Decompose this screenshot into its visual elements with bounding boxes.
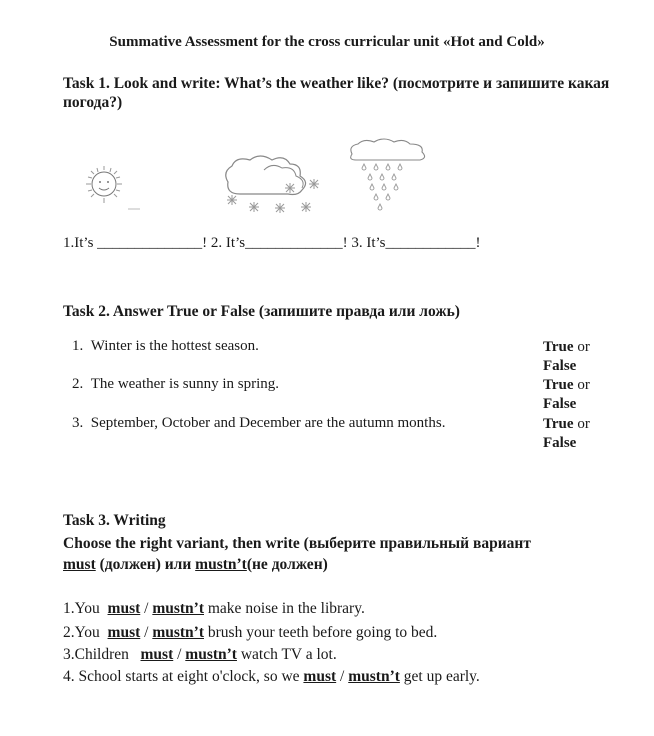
cloud-rain-icon xyxy=(344,138,434,220)
exercise-line: 2.You must / mustn’t brush your teeth before going to bed. xyxy=(63,624,438,641)
list-item: 3. September, October and December are the autumn months. xyxy=(72,415,446,431)
exercise-line: 1.You must / mustn’t make noise in the library. xyxy=(63,600,365,617)
exercise-line: 4. School starts at eight o'clock, so we must / mustn’t get up early. xyxy=(63,668,480,685)
true-false-choice: True or False xyxy=(543,416,590,451)
list-item: 1. Winter is the hottest season. xyxy=(72,338,259,354)
task1-heading: Task 1. Look and write: What’s the weather like? (посмотрите и запишите какая погода?) xyxy=(63,75,610,111)
exercise-line: 3.Children must / mustn’t watch TV a lot. xyxy=(63,646,337,663)
sun-icon xyxy=(80,158,142,216)
true-false-choice: True or False xyxy=(543,377,590,412)
cloud-snow-icon xyxy=(218,150,328,220)
task3-instruction: Choose the right variant, then write (выберите правильный вариант must (должен) или mustn’t(не должен) xyxy=(63,535,531,573)
task3-heading: Task 3. Writing xyxy=(63,512,166,529)
task2-heading: Task 2. Answer True or False (запишите правда или ложь) xyxy=(63,303,460,320)
page-title: Summative Assessment for the cross curricular unit «Hot and Cold» xyxy=(109,34,545,50)
list-item: 2. The weather is sunny in spring. xyxy=(72,376,280,392)
task1-sentences: 1.It’s ______________! 2. It’s_____________! 3. It’s____________! xyxy=(63,235,481,251)
true-false-choice: True or False xyxy=(543,339,590,374)
